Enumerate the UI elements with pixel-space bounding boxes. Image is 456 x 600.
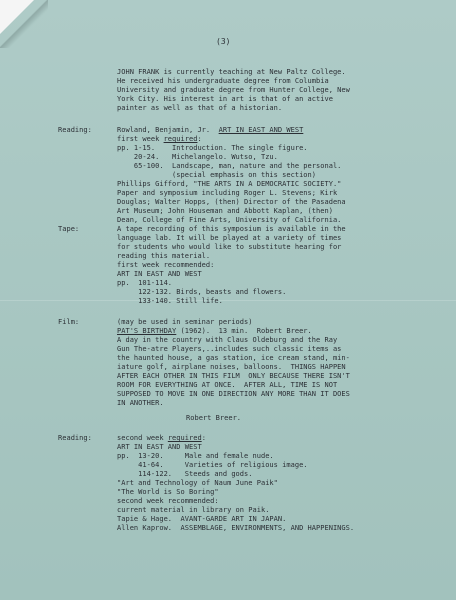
- reading-line: "The World is So Boring": [117, 488, 219, 496]
- bio-line: painter as well as that of a historian.: [117, 104, 283, 112]
- film-intro: (may be used in seminar periods): [117, 318, 253, 326]
- reading-line: Douglas; Walter Hopps, (then) Director of the Pasadena: [117, 198, 346, 206]
- reading-line: "Art and Technology of Naum June Paik": [117, 479, 278, 487]
- film-line: Gun The-atre Players,..includes such classic items as: [117, 345, 342, 353]
- tape-line: 122-132. Birds, beasts and flowers.: [117, 288, 287, 296]
- tape-line: reading this material.: [117, 252, 211, 260]
- bio-line: York City. His interest in art is that of an active: [117, 95, 333, 103]
- film-line: A day in the country with Claus Oldeburg and the Ray: [117, 336, 338, 344]
- reading-line: 65-100. Landscape, man, nature and the personal.: [117, 162, 342, 170]
- reading-label: Reading:: [58, 434, 92, 442]
- reading-line: Paper and symposium including Roger L. Stevens; Kirk: [117, 189, 338, 197]
- reading-line: 114-122. Steeds and gods.: [117, 470, 253, 478]
- reading-line: pp. 13-20. Male and female nude.: [117, 452, 274, 460]
- reading-line: Dean, College of Fine Arts, University of California.: [117, 216, 342, 224]
- reading-line: (special emphasis on this section): [117, 171, 317, 179]
- tape-line: pp. 101-114.: [117, 279, 173, 287]
- paper-fold-line: [0, 300, 456, 301]
- film-title: PAT'S BIRTHDAY (1962). 13 min. Robert Breer.: [117, 327, 312, 335]
- reading-line: ART IN EAST AND WEST: [117, 443, 202, 451]
- reading-citation: Rowland, Benjamin, Jr. ART IN EAST AND WEST: [117, 126, 304, 134]
- reading-line: 41-64. Varieties of religious image.: [117, 461, 308, 469]
- reading-label: Reading:: [58, 126, 92, 134]
- tape-line: for students who would like to substitute hearing for: [117, 243, 342, 251]
- reading-line: Art Museum; John Houseman and Abbott Kaplan, (then): [117, 207, 333, 215]
- film-line: AFTER EACH OTHER IN THIS FILM ONLY BECAUSE THERE ISN'T: [117, 372, 350, 380]
- film-line: IN ANOTHER.: [117, 399, 164, 407]
- bio-line: He received his undergraduate degree from Columbia: [117, 77, 329, 85]
- reading-line: second week recommended:: [117, 497, 219, 505]
- film-line: iature golf, airplane noises, balloons. THINGS HAPPEN: [117, 363, 346, 371]
- reading-line: 20-24. Michelangelo. Wutso, Tzu.: [117, 153, 278, 161]
- page-number: (3): [216, 37, 231, 46]
- tape-line: A tape recording of this symposium is available in the: [117, 225, 346, 233]
- tape-line: ART IN EAST AND WEST: [117, 270, 202, 278]
- reading-line: Phillips Gifford, "THE ARTS IN A DEMOCRATIC SOCIETY.": [117, 180, 342, 188]
- reading-line: pp. 1-15. Introduction. The single figure.: [117, 144, 308, 152]
- tape-line: language lab. It will be played at a variety of times: [117, 234, 342, 242]
- bio-line: University and graduate degree from Hunter College, New: [117, 86, 350, 94]
- film-line: SUPPOSED TO MOVE IN ONE DIRECTION ANY MORE THAN IT DOES: [117, 390, 350, 398]
- tape-label: Tape:: [58, 225, 80, 233]
- reading-line: Tapie & Hage. AVANT-GARDE ART IN JAPAN.: [117, 515, 287, 523]
- film-line: ROOM FOR EVERYTHING AT ONCE. AFTER ALL, TIME IS NOT: [117, 381, 338, 389]
- reading-line: current material in library on Paik.: [117, 506, 270, 514]
- film-line: the haunted house, a gas station, ice cream stand, min-: [117, 354, 350, 362]
- folded-corner: [0, 0, 34, 34]
- week-required-heading: first week required:: [117, 135, 202, 143]
- film-label: Film:: [58, 318, 80, 326]
- week-required-heading: second week required:: [117, 434, 206, 442]
- film-signature: Robert Breer.: [186, 414, 242, 422]
- tape-line: first week recommended:: [117, 261, 215, 269]
- reading-line: Allen Kaprow. ASSEMBLAGE, ENVIRONMENTS, AND HAPPENINGS.: [117, 524, 355, 532]
- bio-line: JOHN FRANK is currently teaching at New Paltz College.: [117, 68, 346, 76]
- tape-line: 133-140. Still life.: [117, 297, 223, 305]
